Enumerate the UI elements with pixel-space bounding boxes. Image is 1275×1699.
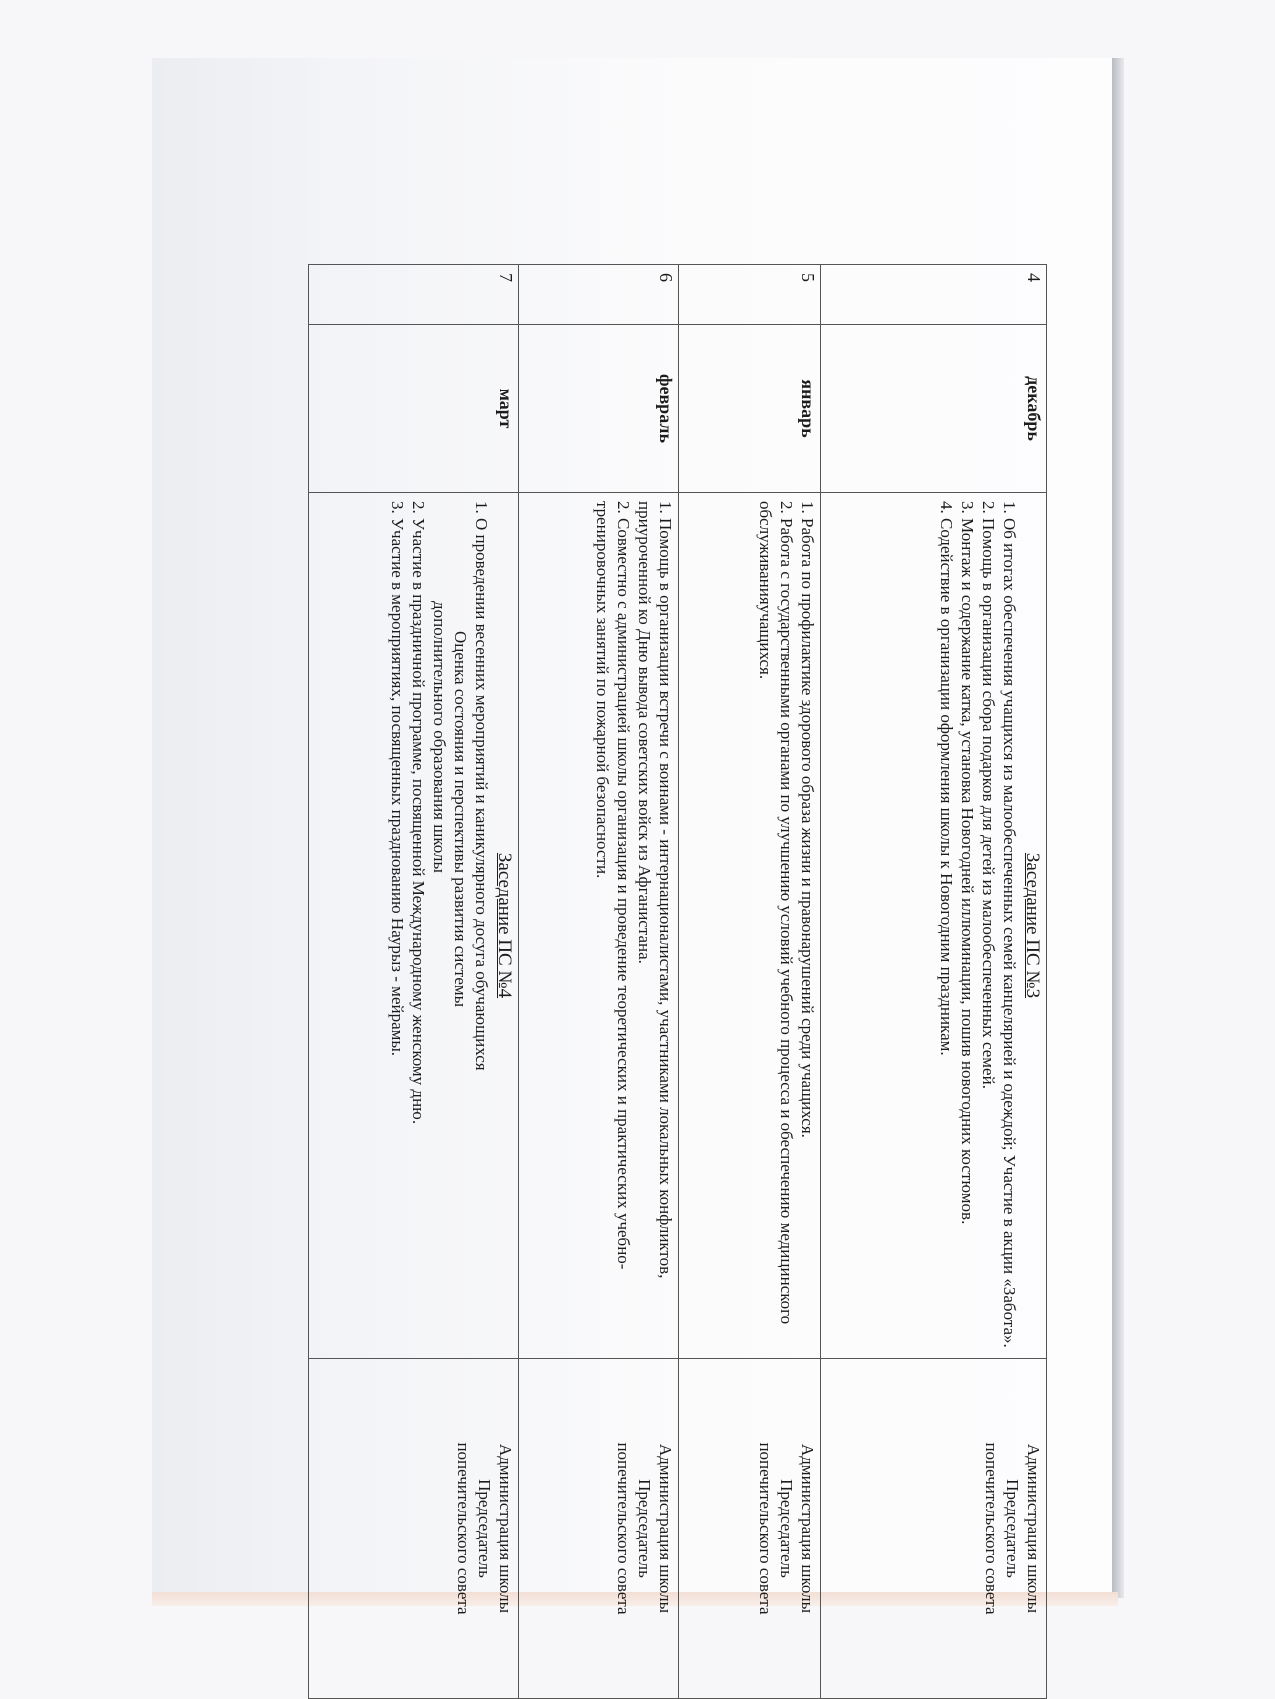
- row-responsible: [821, 1359, 1047, 1699]
- row-content: [821, 493, 1047, 1359]
- responsible-line: Администрация школы: [496, 1443, 515, 1614]
- list-item: 1. Работа по профилактике здорового образа жизни и правонарушений среди учащихся.: [798, 501, 817, 1138]
- table-row: [821, 265, 1047, 1699]
- responsible-line: попечительского совета: [614, 1442, 633, 1615]
- list-item: 3. Участие в мероприятиях, посвященных празднованию Наурыз - мейрамы.: [388, 501, 407, 1057]
- responsible-line: Администрация школы: [1024, 1443, 1043, 1614]
- responsible-line: попечительского совета: [982, 1442, 1001, 1615]
- table-row: [679, 265, 821, 1699]
- list-item: 2. Помощь в организации сбора подарков для детей из малообеспеченных семей.: [979, 501, 998, 1089]
- row-responsible: [519, 1359, 679, 1699]
- row-month: декабрь: [821, 325, 1047, 493]
- plan-table: [308, 264, 1047, 1699]
- list-item: 2. Участие в праздничной программе, посвященной Международному женскому дню.: [409, 501, 428, 1125]
- row-content: [519, 493, 679, 1359]
- meeting-title: Заседание ПС №3: [1022, 852, 1043, 999]
- row-number: 5: [679, 265, 821, 325]
- list-item-continuation: дополнительного образования школы: [430, 601, 449, 873]
- table-row: [309, 265, 519, 1699]
- responsible-line: Председатель: [635, 1479, 654, 1578]
- responsible-line: Председатель: [777, 1479, 796, 1578]
- list-item: 1. Помощь в организации встречи с воинами - интернационалистами, участниками локальных конфликтов, приуроченной ко Дню вывода советских войск из Афганистана.: [635, 501, 675, 1279]
- list-item: 3. Монтаж и содержание катка, установка Новогодней иллюминации, пошив новогодних костюмов.: [958, 501, 977, 1225]
- responsible-line: Председатель: [475, 1479, 494, 1578]
- row-month: январь: [679, 325, 821, 493]
- row-number: 7: [309, 265, 519, 325]
- responsible-line: попечительского совета: [454, 1442, 473, 1615]
- row-content: [309, 493, 519, 1359]
- responsible-line: попечительского совета: [756, 1442, 775, 1615]
- row-content: [679, 493, 821, 1359]
- list-item: 4. Содействие в организации оформления школы к Новогодним праздникам.: [937, 501, 956, 1056]
- row-number: 6: [519, 265, 679, 325]
- row-responsible: [309, 1359, 519, 1699]
- meeting-title: Заседание ПС №4: [494, 852, 515, 999]
- row-month: февраль: [519, 325, 679, 493]
- list-item: 2. Совместно с администрацией школы организация и проведение теоретических и практических учебно-тренировочных занятий по пожарной безопасности.: [593, 501, 633, 1270]
- responsible-line: Председатель: [1003, 1479, 1022, 1578]
- responsible-line: Администрация школы: [656, 1443, 675, 1614]
- row-number: 4: [821, 265, 1047, 325]
- list-item: 1. Об итогах обеспечения учащихся из малообеспеченных семей канцелярией и одеждой; Участие в акции «Забота».: [1000, 501, 1019, 1348]
- paper-edge-shadow: [1112, 58, 1124, 1598]
- table-row: [519, 265, 679, 1699]
- responsible-line: Администрация школы: [798, 1443, 817, 1614]
- list-item-continuation: Оценка состояния и перспективы развития системы: [451, 631, 470, 1008]
- row-month: март: [309, 325, 519, 493]
- row-responsible: [679, 1359, 821, 1699]
- list-item: 2. Работа с государственными органами по улучшению условий учебного процесса и обеспечению медицинского обслуживанияучащихся.: [756, 501, 796, 1325]
- rotated-document: [309, 264, 1047, 1698]
- list-item: 1. О проведении весенних мероприятий и каникулярного досуга обучающихся: [472, 501, 491, 1071]
